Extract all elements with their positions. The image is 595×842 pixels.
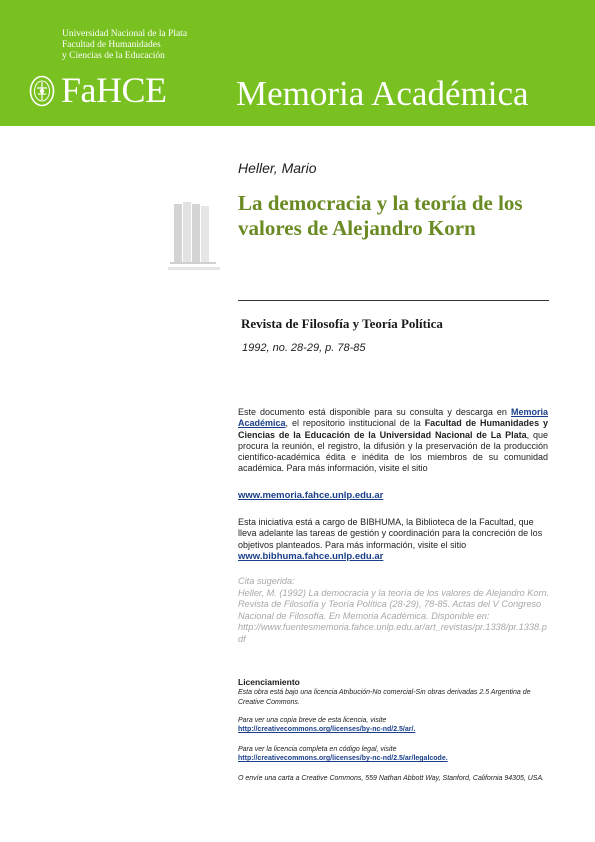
- license-brief-link[interactable]: http://creativecommons.org/licenses/by-nc-nd/2.5/ar/.: [238, 726, 416, 733]
- license-heading: Licenciamiento: [238, 677, 300, 687]
- availability-paragraph: [238, 407, 548, 475]
- issue-info: 1992, no. 28-29, p. 78-85: [242, 342, 366, 354]
- books-logo-icon: [166, 200, 222, 280]
- document-author: Heller, Mario: [238, 160, 317, 176]
- fahce-logo: FaHCE: [61, 70, 167, 110]
- university-seal-icon: [29, 75, 55, 107]
- citation-label: Cita sugerida:: [238, 576, 295, 586]
- license-full-label: Para ver la licencia completa en código legal, visite: [238, 746, 397, 753]
- header-banner: [0, 0, 595, 126]
- license-text: Esta obra está bajo una licencia Atribución-No comercial-Sin obras derivadas 2.5 Argentina de Creative Commons.: [238, 689, 531, 706]
- repository-name: Memoria Académica: [236, 74, 529, 113]
- license-full-link[interactable]: http://creativecommons.org/licenses/by-nc-nd/2.5/ar/legalcode.: [238, 755, 448, 762]
- citation-url[interactable]: http://www.fuentesmemoria.fahce.unlp.edu.ar/art_revistas/pr.1338/pr.1338.pdf: [238, 622, 547, 644]
- university-line-1: Universidad Nacional de la Plata: [62, 29, 188, 39]
- citation-text: Heller, M. (1992) La democracia y la teoría de los valores de Alejandro Korn. Revista de Filosofía y Teoría Política (28-29), 78-85. Actas del V Congreso Nacional de Filosofía. En Memoria Académica. Disponible en:: [238, 587, 550, 621]
- university-name: [62, 29, 187, 62]
- document-title: La democracia y la teoría de los valores de Alejandro Korn: [238, 191, 523, 240]
- suggested-citation: [238, 576, 550, 646]
- faculty-name-bold: Facultad de Humanidades y Ciencias de la Educación de la Universidad Nacional de La Plata: [238, 418, 549, 440]
- availability-text-b: , el repositorio institucional de la: [285, 418, 425, 429]
- journal-name: Revista de Filosofía y Teoría Política: [241, 316, 443, 331]
- university-line-3: y Ciencias de la Educación: [62, 51, 165, 61]
- availability-text-a: Este documento está disponible para su consulta y descarga en: [238, 407, 511, 417]
- availability-text-c: , que procura la reunión, el registro, la difusión y la preservación de la producción científico-académica édita e inédita de los miembros de su comunidad académica. Para más información, visite el sitio: [238, 429, 548, 474]
- bibhuma-paragraph: Esta iniciativa está a cargo de BIBHUMA, la Biblioteca de la Facultad, que lleva adelante las tareas de gestión y coordinación para la concreción de los objetivos planteados. Para más información, visite el sitio: [238, 517, 543, 550]
- memoria-academica-link[interactable]: Memoria Académica: [238, 407, 548, 429]
- license-mail-text: O envíe una carta a Creative Commons, 559 Nathan Abbott Way, Stanford, California 94305, USA.: [238, 775, 545, 782]
- university-line-2: Facultad de Humanidades: [62, 40, 161, 50]
- memoria-url-link[interactable]: www.memoria.fahce.unlp.edu.ar: [238, 490, 384, 501]
- divider-line: [238, 300, 549, 301]
- bibhuma-url-link[interactable]: www.bibhuma.fahce.unlp.edu.ar: [238, 551, 384, 562]
- license-brief-label: Para ver una copia breve de esta licencia, visite: [238, 717, 387, 724]
